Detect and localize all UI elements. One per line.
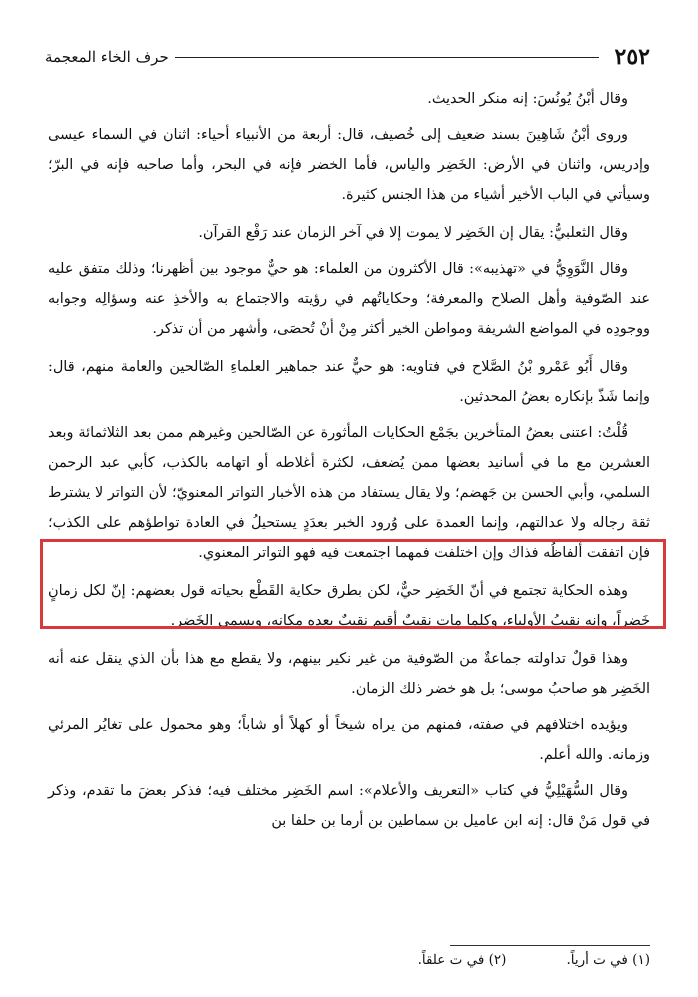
paragraph: وقال السُّهَيْلِيُّ في كتاب «التعريف والأعلام»: اسم الخَضِر مختلف فيه؛ فذكر بعضَ ما تقدم، وذكر في قول مَنْ قال: إنه ابن عاميل بن سماطين بن أرما بن حلفا بن <box>48 783 650 829</box>
paragraph: وقال النَّوَوِيُّ في «تهذيبه»: قال الأكثرون من العلماء: هو حيٌّ موجود بين أظهرنا؛ وذلك متفق عليه عند الصّوفية وأهل الصلاح والمعرفة؛ وحكاياتُهم في رؤيته والاجتماع به والأخذِ عنه وسؤالِه وجوابه ووجودِه في المواضع الشريفة ومواطن الخير أكثر مِنْ أنْ تُحصَى، وأشهر من أن تذكر. <box>48 261 650 337</box>
paragraph: وروى أبْنُ شَاهِينَ بسند ضعيف إلى خُصيف، قال: أربعة من الأنبياء أحياء: اثنان في السماء عيسى وإدريس، واثنان في الأرض: الخَضِر والياس، فأما الخضر فإنه في البحر، وأما صاحبه فإنه في البرّ؛ وسيأتي في الباب الأخير أشياء من هذا الجنس كثيرة. <box>48 127 650 203</box>
paragraph: وقال أَبُو عَمْرو بْنُ الصَّلاح في فتاويه: هو حيٌّ عند جماهير العلماءِ الصّالحين والعامة منهم، قال: وإنما شَذّ بإنكاره بعضُ المحدثين. <box>48 359 650 405</box>
body-text <box>48 84 650 844</box>
header-rule <box>175 57 599 58</box>
page-header <box>45 42 650 72</box>
running-title: حرف الخاء المعجمة <box>45 48 169 66</box>
footnote: (٢) في ت علقاً. <box>417 952 507 968</box>
highlight-box <box>40 539 666 629</box>
paragraph: وقال الثعلبيُّ: يقال إن الخَضِر لا يموت إلا في آخر الزمان عند رَفْع القرآن. <box>198 225 628 241</box>
footnotes <box>300 952 650 968</box>
paragraph: وهذه الحكاية تجتمع في أنّ الخَضِر حيٌّ، لكن بطرق حكاية القَطْع بحياته قول بعضهم: إنّ لكل زمانٍ خَضِراً، وإنه نقيبُ الأولياء، وكلما مات نقيبٌ أقيم نقيبٌ بعده مكانه، ويسمى الخَضِر. <box>48 583 650 629</box>
paragraph: ويؤيده اختلافهم في صفته، فمنهم من يراه شيخاً أو كهلاً أو شاباً؛ وهو محمول على تغايُر المرئي وزمانه. والله أعلم. <box>48 717 650 763</box>
page-number: ٢٥٢ <box>614 44 650 70</box>
footnote-rule <box>450 945 650 946</box>
paragraph: قُلْتُ: اعتنى بعضُ المتأخرين بجَمْع الحكايات المأثورة عن الصّالحين وغيرهم ممن بعد الثلاثمائة وبعد العشرين مع ما في أسانيد بعضها ممن يُضعف، لكثرة أغلاطه أو اتهامه بالكذب، كأبي عبد الرحمن السلمي، وأبي الحسن بن جَهضم؛ ولا يقال يستفاد من هذه الأخبار التواتر المعنويّ؛ لأن التواتر لا يشترط ثقة رجاله ولا عدالتهم، وإنما العمدة على وُرود الخبر بعدَدٍ يستحيلُ في العادة تواطؤهم على الكذب؛ فإن اتفقت ألفاظُه فذاك وإن اختلفت فمهما اجتمعت فيه فهو التواتر المعنوي. <box>48 425 650 561</box>
paragraph: وهذا قولٌ تداولته جماعةٌ من الصّوفية من غير نكير بينهم، ولا يقطع مع هذا بأن الذي ينقل عنه أنه الخَضِر هو صاحبُ موسى؛ بل هو خضر ذلك الزمان. <box>48 651 650 697</box>
footnote: (١) في ت أرياً. <box>566 952 650 968</box>
paragraph: وقال أبْنُ يُونُسَ: إنه منكر الحديث. <box>427 91 628 107</box>
